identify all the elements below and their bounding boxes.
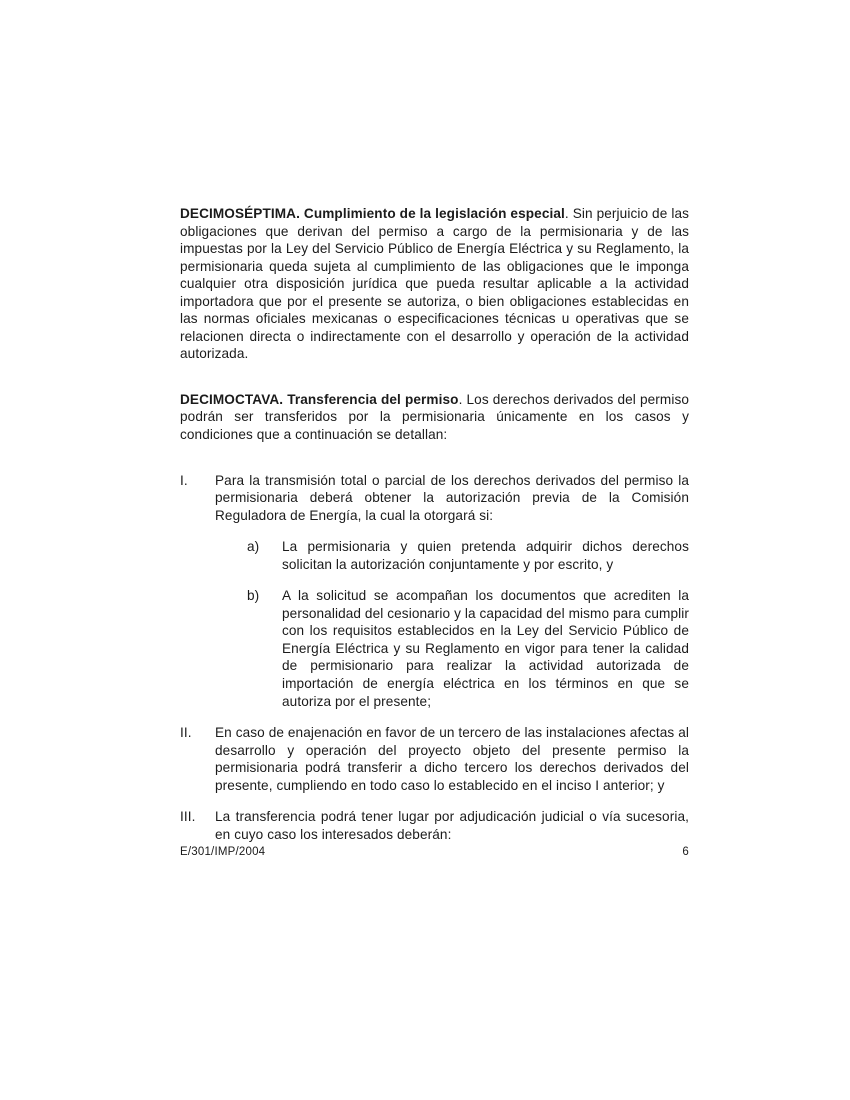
list-marker-roman-2: II.	[180, 725, 192, 741]
document-body	[180, 205, 689, 857]
list-item-roman-3	[180, 808, 689, 843]
clause-decimoseptima-text: . Sin perjuicio de las obligaciones que derivan del permiso a cargo de la permisionaria y de las impuestas por la Ley del Servicio Público de Energía Eléctrica y su Reglamento, la permisionaria queda sujeta al cumplimiento de las obligaciones que le imponga cualquier otra disposición jurídica que pueda resultar aplicable a la actividad importadora que por el presente se autoriza, o bien obligaciones establecidas en las normas oficiales mexicanas o especificaciones técnicas u operativas que se relacionen directa o indirectamente con el desarrollo y operación de la actividad autorizada.	[180, 206, 689, 362]
list-text-roman-1: Para la transmisión total o parcial de los derechos derivados del permiso la permisionaria deberá obtener la autorización previa de la Comisión Reguladora de Energía, la cual la otorgará si:	[215, 472, 689, 523]
list-item-roman-1	[180, 472, 689, 525]
document-reference: E/301/IMP/2004	[180, 846, 266, 858]
clause-decimoseptima	[180, 205, 689, 363]
list-text-letter-b: A la solicitud se acompañan los documentos que acrediten la personalidad del cesionario y la capacidad del mismo para cumplir con los requisitos establecidos en la Ley del Servicio Público de Energía Eléctrica y su Reglamento en vigor para tener la calidad de permisionario para realizar la actividad autorizada de importación de energía eléctrica en los términos en que se autoriza por el presente;	[282, 588, 689, 709]
list-text-roman-3: La transferencia podrá tener lugar por adjudicación judicial o vía sucesoria, en cuyo caso los interesados deberán:	[215, 809, 689, 842]
clause-decimoctava-heading: DECIMOCTAVA. Transferencia del permiso	[180, 391, 459, 407]
list-item-letter-a	[247, 538, 689, 573]
list-text-roman-2: En caso de enajenación en favor de un tercero de las instalaciones afectas al desarrollo y operación del proyecto objeto del presente permiso la permisionaria podrá transferir a dicho tercero los derechos derivados del presente, cumpliendo en todo caso lo establecido en el inciso I anterior; y	[215, 725, 689, 793]
list-marker-roman-3: III.	[180, 809, 196, 825]
list-item-roman-2	[180, 724, 689, 794]
sublist-roman-1	[247, 538, 689, 710]
clause-decimoctava-text: . Los derechos derivados del permiso podrán ser transferidos por la permisionaria únicamente en los casos y condiciones que a continuación se detallan:	[180, 391, 690, 443]
clause-decimoseptima-heading: DECIMOSÉPTIMA. Cumplimiento de la legislación especial	[180, 206, 565, 221]
page-footer	[180, 845, 689, 859]
list-marker-roman-1: I.	[180, 472, 188, 488]
list-marker-letter-a: a)	[247, 539, 260, 555]
list-marker-letter-b: b)	[247, 588, 260, 604]
list-text-letter-a: La permisionaria y quien pretenda adquirir dichos derechos solicitan la autorización conjuntamente y por escrito, y	[282, 539, 689, 572]
list-item-letter-b	[247, 587, 689, 710]
clause-decimoctava	[180, 391, 689, 444]
page-number: 6	[682, 846, 689, 858]
